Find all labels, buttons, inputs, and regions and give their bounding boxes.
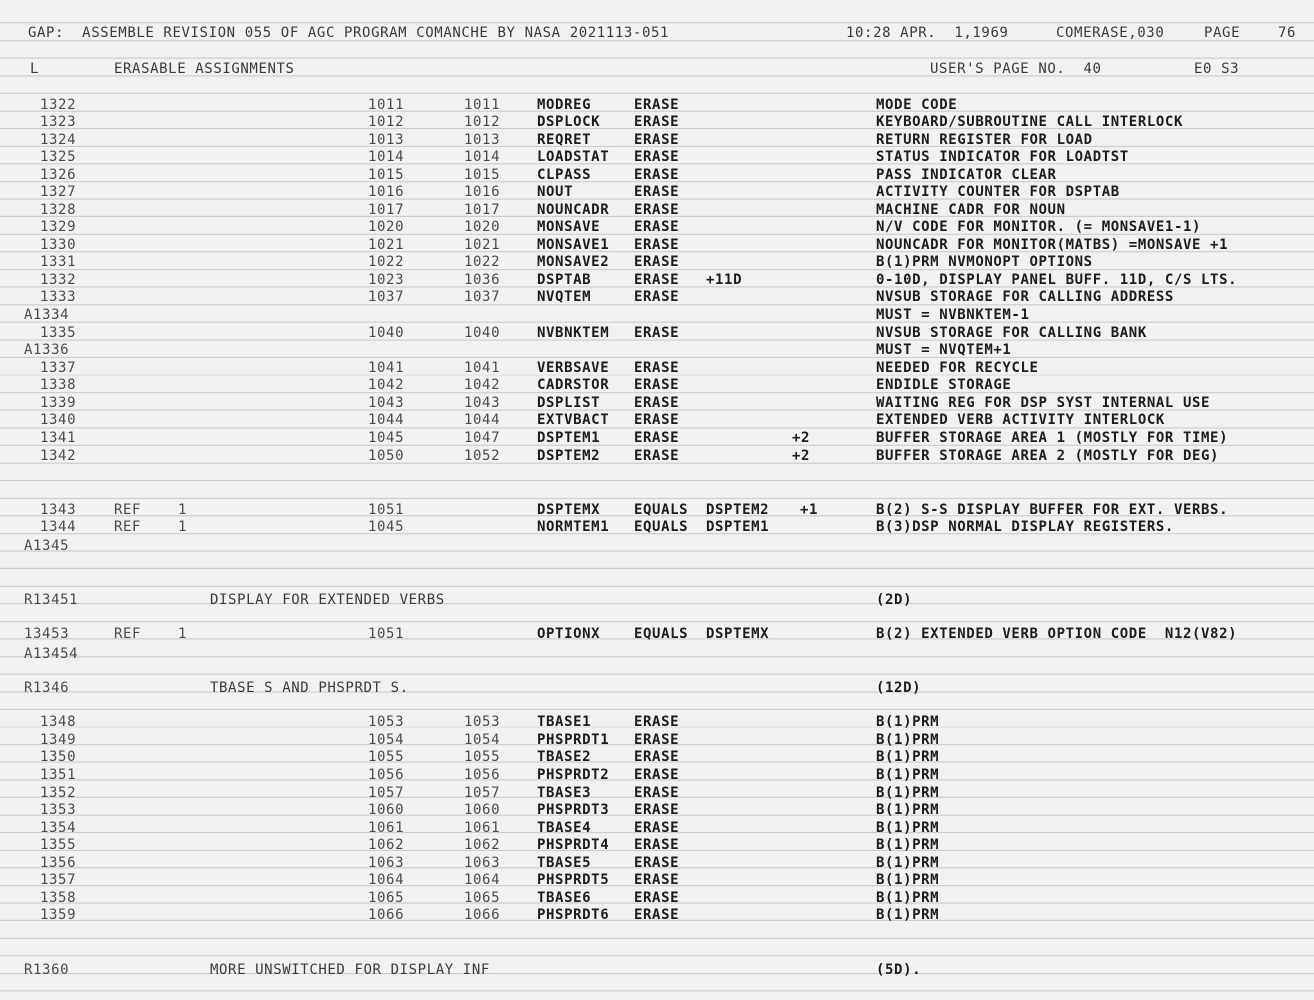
row-end-address: 1036 <box>464 272 501 288</box>
row-name: MODREG <box>537 97 592 113</box>
section-heading: TBASE S AND PHSPRDT S. <box>210 680 409 696</box>
row-address: 1014 <box>368 149 405 165</box>
row-comment: B(3)DSP NORMAL DISPLAY REGISTERS. <box>876 519 1174 535</box>
row-line-number: A1336 <box>24 342 70 358</box>
row-name: DSPLOCK <box>537 114 601 130</box>
row-end-address: 1021 <box>464 237 501 253</box>
print-datetime: 10:28 APR. 1,1969 <box>846 25 1009 41</box>
row-name: VERBSAVE <box>537 360 610 376</box>
row-comment: (5D). <box>876 962 922 978</box>
row-comment: B(1)PRM NVMONOPT OPTIONS <box>876 254 1093 270</box>
row-address: 1057 <box>368 785 405 801</box>
row-op: ERASE <box>634 714 680 730</box>
row-line-number: 1330 <box>40 237 77 253</box>
row-address: 1022 <box>368 254 405 270</box>
row-line-number: 1341 <box>40 430 77 446</box>
row-comment: MODE CODE <box>876 97 958 113</box>
row-op: ERASE <box>634 907 680 923</box>
row-name: DSPTEM1 <box>537 430 601 446</box>
row-op: ERASE <box>634 184 680 200</box>
row-name: NOUNCADR <box>537 202 610 218</box>
row-line-number: 1344 <box>40 519 77 535</box>
row-comment: B(1)PRM <box>876 890 940 906</box>
row-end-address: 1020 <box>464 219 501 235</box>
row-address: 1011 <box>368 97 405 113</box>
row-end-address: 1055 <box>464 749 501 765</box>
row-comment: (2D) <box>876 592 913 608</box>
row-end-address: 1052 <box>464 448 501 464</box>
row-line-number: 1357 <box>40 872 77 888</box>
row-line-number: 1343 <box>40 502 77 518</box>
row-name: LOADSTAT <box>537 149 610 165</box>
row-line-number: 1329 <box>40 219 77 235</box>
row-comment: B(1)PRM <box>876 872 940 888</box>
row-ref-count: 1 <box>178 626 188 642</box>
row-op: EQUALS <box>634 502 689 518</box>
row-address: 1015 <box>368 167 405 183</box>
row-line-number: 1355 <box>40 837 77 853</box>
row-comment: B(1)PRM <box>876 855 940 871</box>
row-address: 1055 <box>368 749 405 765</box>
row-end-address: 1062 <box>464 837 501 853</box>
row-comment: KEYBOARD/SUBROUTINE CALL INTERLOCK <box>876 114 1183 130</box>
row-comment: B(1)PRM <box>876 732 940 748</box>
row-ref: REF <box>114 519 142 535</box>
row-op: EQUALS <box>634 626 689 642</box>
row-address: 1064 <box>368 872 405 888</box>
row-op: ERASE <box>634 360 680 376</box>
row-line-number: 1348 <box>40 714 77 730</box>
row-address: 1021 <box>368 237 405 253</box>
row-name: MONSAVE1 <box>537 237 610 253</box>
row-line-number: 1333 <box>40 289 77 305</box>
row-comment: B(1)PRM <box>876 802 940 818</box>
row-increment: +2 <box>792 448 811 464</box>
section-heading: MORE UNSWITCHED FOR DISPLAY INF <box>210 962 490 978</box>
row-name: NVBNKTEM <box>537 325 610 341</box>
row-end-address: 1012 <box>464 114 501 130</box>
row-line-number: 1352 <box>40 785 77 801</box>
row-comment: MUST = NVQTEM+1 <box>876 342 1012 358</box>
row-end-address: 1011 <box>464 97 501 113</box>
row-line-number: 1338 <box>40 377 77 393</box>
row-address: 1023 <box>368 272 405 288</box>
row-end-address: 1043 <box>464 395 501 411</box>
row-address: 1020 <box>368 219 405 235</box>
row-line-number: 1323 <box>40 114 77 130</box>
row-line-number: 1325 <box>40 149 77 165</box>
row-name: DSPTEMX <box>537 502 601 518</box>
row-op: ERASE <box>634 872 680 888</box>
row-comment: B(2) EXTENDED VERB OPTION CODE N12(V82) <box>876 626 1238 642</box>
row-line-number: 1349 <box>40 732 77 748</box>
row-comment: (12D) <box>876 680 922 696</box>
row-op: ERASE <box>634 254 680 270</box>
row-comment: B(1)PRM <box>876 837 940 853</box>
row-name: MONSAVE2 <box>537 254 610 270</box>
row-end-address: 1014 <box>464 149 501 165</box>
row-increment: +2 <box>792 430 811 446</box>
row-name: PHSPRDT2 <box>537 767 610 783</box>
row-comment: MUST = NVBNKTEM-1 <box>876 307 1030 323</box>
row-address: 1051 <box>368 502 405 518</box>
row-name: PHSPRDT4 <box>537 837 610 853</box>
row-name: TBASE5 <box>537 855 592 871</box>
row-end-address: 1056 <box>464 767 501 783</box>
row-line-number: 1322 <box>40 97 77 113</box>
row-op: EQUALS <box>634 519 689 535</box>
row-address: 1062 <box>368 837 405 853</box>
row-address: 1054 <box>368 732 405 748</box>
row-name: REQRET <box>537 132 592 148</box>
row-op: ERASE <box>634 820 680 836</box>
row-comment: NVSUB STORAGE FOR CALLING BANK <box>876 325 1147 341</box>
row-op: ERASE <box>634 219 680 235</box>
row-comment: NEEDED FOR RECYCLE <box>876 360 1039 376</box>
row-name: TBASE3 <box>537 785 592 801</box>
row-address: 1063 <box>368 855 405 871</box>
row-op: ERASE <box>634 132 680 148</box>
row-address: 1061 <box>368 820 405 836</box>
row-op: ERASE <box>634 97 680 113</box>
row-end-address: 1060 <box>464 802 501 818</box>
row-name: PHSPRDT3 <box>537 802 610 818</box>
row-address: 1037 <box>368 289 405 305</box>
row-address: 1016 <box>368 184 405 200</box>
page-number: 76 <box>1278 25 1297 41</box>
row-name: EXTVBACT <box>537 412 610 428</box>
row-ref: REF <box>114 626 142 642</box>
row-name: TBASE1 <box>537 714 592 730</box>
row-end-address: 1037 <box>464 289 501 305</box>
row-line-number: R13451 <box>24 592 79 608</box>
row-name: OPTIONX <box>537 626 601 642</box>
row-address: 1060 <box>368 802 405 818</box>
row-line-number: 1356 <box>40 855 77 871</box>
row-comment: B(1)PRM <box>876 785 940 801</box>
row-comment: B(2) S-S DISPLAY BUFFER FOR EXT. VERBS. <box>876 502 1229 518</box>
row-comment: NVSUB STORAGE FOR CALLING ADDRESS <box>876 289 1174 305</box>
row-comment: 0-10D, DISPLAY PANEL BUFF. 11D, C/S LTS. <box>876 272 1238 288</box>
row-line-number: 1358 <box>40 890 77 906</box>
row-address: 1017 <box>368 202 405 218</box>
row-name: TBASE2 <box>537 749 592 765</box>
row-op: ERASE <box>634 272 680 288</box>
row-comment: MACHINE CADR FOR NOUN <box>876 202 1066 218</box>
row-op: ERASE <box>634 837 680 853</box>
row-end-address: 1040 <box>464 325 501 341</box>
row-ref-count: 1 <box>178 519 188 535</box>
row-name: DSPTAB <box>537 272 592 288</box>
row-op: ERASE <box>634 767 680 783</box>
row-op: ERASE <box>634 237 680 253</box>
row-op: ERASE <box>634 749 680 765</box>
row-name: PHSPRDT6 <box>537 907 610 923</box>
page-label: PAGE <box>1204 25 1241 41</box>
row-comment: BUFFER STORAGE AREA 1 (MOSTLY FOR TIME) <box>876 430 1229 446</box>
row-comment: B(1)PRM <box>876 907 940 923</box>
row-comment: B(1)PRM <box>876 767 940 783</box>
row-end-address: 1054 <box>464 732 501 748</box>
row-comment: BUFFER STORAGE AREA 2 (MOSTLY FOR DEG) <box>876 448 1220 464</box>
row-comment: B(1)PRM <box>876 714 940 730</box>
row-name: DSPTEM2 <box>537 448 601 464</box>
row-name: NVQTEM <box>537 289 592 305</box>
row-line-number: 1351 <box>40 767 77 783</box>
row-ref-count: 1 <box>178 502 188 518</box>
file-name: COMERASE,030 <box>1056 25 1165 41</box>
listing-code: L <box>30 61 40 77</box>
row-arg: DSPTEMX <box>706 626 770 642</box>
row-line-number: 1331 <box>40 254 77 270</box>
row-address: 1056 <box>368 767 405 783</box>
row-end-address: 1015 <box>464 167 501 183</box>
row-comment: ACTIVITY COUNTER FOR DSPTAB <box>876 184 1120 200</box>
row-op: ERASE <box>634 802 680 818</box>
row-line-number: 1326 <box>40 167 77 183</box>
row-op: ERASE <box>634 289 680 305</box>
row-address: 1051 <box>368 626 405 642</box>
row-address: 1040 <box>368 325 405 341</box>
row-op: ERASE <box>634 412 680 428</box>
row-op: ERASE <box>634 785 680 801</box>
row-end-address: 1016 <box>464 184 501 200</box>
row-arg: DSPTEM1 <box>706 519 770 535</box>
row-op: ERASE <box>634 377 680 393</box>
row-op: ERASE <box>634 114 680 130</box>
row-op: ERASE <box>634 732 680 748</box>
row-end-address: 1057 <box>464 785 501 801</box>
row-comment: PASS INDICATOR CLEAR <box>876 167 1057 183</box>
row-line-number: 1332 <box>40 272 77 288</box>
row-line-number: 1350 <box>40 749 77 765</box>
row-address: 1053 <box>368 714 405 730</box>
row-address: 1013 <box>368 132 405 148</box>
row-end-address: 1061 <box>464 820 501 836</box>
row-line-number: 1339 <box>40 395 77 411</box>
row-op: ERASE <box>634 325 680 341</box>
row-op: ERASE <box>634 149 680 165</box>
row-line-number: A1334 <box>24 307 70 323</box>
row-end-address: 1064 <box>464 872 501 888</box>
row-line-number: 1353 <box>40 802 77 818</box>
row-line-number: 1337 <box>40 360 77 376</box>
row-end-address: 1041 <box>464 360 501 376</box>
row-line-number: 1328 <box>40 202 77 218</box>
users-page-number: USER'S PAGE NO. 40 <box>930 61 1102 77</box>
row-name: DSPLIST <box>537 395 601 411</box>
row-comment: ENDIDLE STORAGE <box>876 377 1012 393</box>
row-op: ERASE <box>634 890 680 906</box>
row-name: CADRSTOR <box>537 377 610 393</box>
row-name: TBASE4 <box>537 820 592 836</box>
row-address: 1012 <box>368 114 405 130</box>
row-line-number: 1342 <box>40 448 77 464</box>
row-line-number: 1335 <box>40 325 77 341</box>
row-line-number: 13453 <box>24 626 70 642</box>
row-end-address: 1053 <box>464 714 501 730</box>
row-end-address: 1065 <box>464 890 501 906</box>
row-address: 1044 <box>368 412 405 428</box>
row-end-address: 1042 <box>464 377 501 393</box>
row-line-number: 1324 <box>40 132 77 148</box>
row-op: ERASE <box>634 395 680 411</box>
row-line-number: R1346 <box>24 680 70 696</box>
row-op: ERASE <box>634 167 680 183</box>
row-comment: NOUNCADR FOR MONITOR(MATBS) =MONSAVE +1 <box>876 237 1229 253</box>
row-address: 1050 <box>368 448 405 464</box>
row-op: ERASE <box>634 448 680 464</box>
section-heading: DISPLAY FOR EXTENDED VERBS <box>210 592 445 608</box>
row-comment: WAITING REG FOR DSP SYST INTERNAL USE <box>876 395 1211 411</box>
row-address: 1066 <box>368 907 405 923</box>
row-address: 1043 <box>368 395 405 411</box>
row-line-number: 1354 <box>40 820 77 836</box>
row-address: 1065 <box>368 890 405 906</box>
row-name: NORMTEM1 <box>537 519 610 535</box>
row-end-address: 1044 <box>464 412 501 428</box>
row-ref: REF <box>114 502 142 518</box>
row-comment: N/V CODE FOR MONITOR. (= MONSAVE1-1) <box>876 219 1202 235</box>
row-line-number: 1327 <box>40 184 77 200</box>
row-name: TBASE6 <box>537 890 592 906</box>
row-line-number: R1360 <box>24 962 70 978</box>
assembly-title: GAP: ASSEMBLE REVISION 055 OF AGC PROGRAM COMANCHE BY NASA 2021113-051 <box>28 25 670 41</box>
row-line-number: A1345 <box>24 538 70 554</box>
row-line-number: 1359 <box>40 907 77 923</box>
row-comment: EXTENDED VERB ACTIVITY INTERLOCK <box>876 412 1165 428</box>
row-op: ERASE <box>634 430 680 446</box>
row-comment: B(1)PRM <box>876 820 940 836</box>
row-name: CLPASS <box>537 167 592 183</box>
row-name: NOUT <box>537 184 574 200</box>
row-address: 1042 <box>368 377 405 393</box>
row-name: MONSAVE <box>537 219 601 235</box>
row-end-address: 1017 <box>464 202 501 218</box>
row-address: 1045 <box>368 430 405 446</box>
row-line-number: A13454 <box>24 646 79 662</box>
row-end-address: 1063 <box>464 855 501 871</box>
row-op: ERASE <box>634 855 680 871</box>
section-title: ERASABLE ASSIGNMENTS <box>114 61 295 77</box>
row-address: 1045 <box>368 519 405 535</box>
row-comment: RETURN REGISTER FOR LOAD <box>876 132 1093 148</box>
row-end-address: 1013 <box>464 132 501 148</box>
row-arg: +11D <box>706 272 743 288</box>
row-name: PHSPRDT5 <box>537 872 610 888</box>
row-end-address: 1047 <box>464 430 501 446</box>
row-comment: STATUS INDICATOR FOR LOADTST <box>876 149 1129 165</box>
row-address: 1041 <box>368 360 405 376</box>
row-op: ERASE <box>634 202 680 218</box>
eo-code: E0 S3 <box>1194 61 1240 77</box>
row-line-number: 1340 <box>40 412 77 428</box>
row-end-address: 1022 <box>464 254 501 270</box>
row-name: PHSPRDT1 <box>537 732 610 748</box>
row-end-address: 1066 <box>464 907 501 923</box>
row-increment: +1 <box>800 502 819 518</box>
row-arg: DSPTEM2 <box>706 502 770 518</box>
row-comment: B(1)PRM <box>876 749 940 765</box>
